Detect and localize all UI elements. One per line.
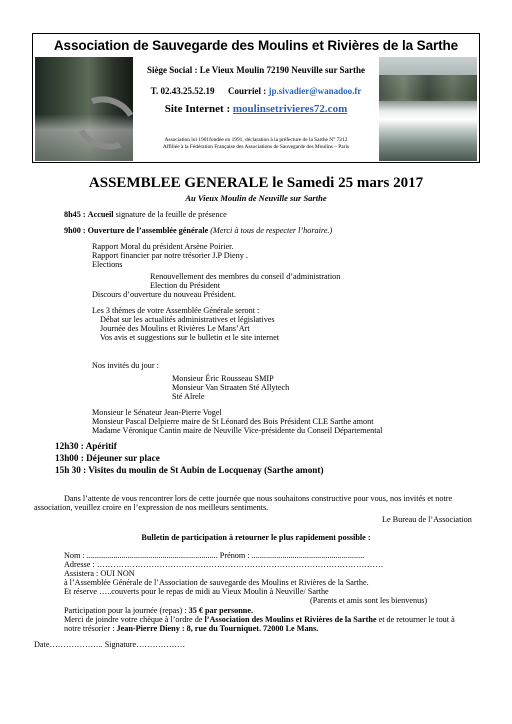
tresorier-line: notre trésorier : Jean-Pierre Dieny : 8, rue du Tourniquet. 72000 Le Mans. — [64, 624, 319, 633]
association-title: Association de Sauvegarde des Moulins et Rivières de la Sarthe — [33, 34, 479, 58]
website-line — [135, 103, 377, 115]
schedule-visite: 15h 30 : Visites du moulin de St Aubin de Locquenay (Sarthe amont) — [55, 465, 324, 475]
theme-1: Débat sur les actualités administratives et législatives — [100, 315, 275, 324]
invite-1: Monsieur Éric Rousseau SMIP — [172, 374, 274, 383]
main-title: ASSEMBLEE GENERALE le Samedi 25 mars 2017 — [88, 175, 424, 191]
invite-2: Monsieur Van Straaten Sté Allytech — [172, 383, 290, 392]
election-president: Election du Président — [150, 281, 221, 290]
date-signature-field[interactable]: Date……………….. Signature……………… — [34, 640, 186, 649]
schedule-ouverture: 9h00 : Ouverture de l’assemblée générale (Merci à tous de respecter l’horaire.) — [64, 226, 333, 235]
invite-3: Sté Alrele — [172, 392, 205, 401]
participation-line: Participation pour la journée (repas) : 35 € par personne. — [64, 606, 254, 615]
rapport-financier: Rapport financier par notre trésorier J.P Dieny . — [92, 251, 248, 260]
renouvellement: Renouvellement des membres du conseil d’administration — [150, 272, 341, 281]
legal-line-1: Association loi 1901fondée en 1991, déclaration à la préfecture de la Sarthe N° 7212 — [164, 137, 348, 143]
themes-heading: Les 3 thèmes de votre Assemblée Générale seront : — [92, 306, 260, 315]
weir-river-photo — [379, 57, 477, 161]
website-label: Site Internet : — [164, 103, 231, 115]
discours: Discours d’ouverture du nouveau Président. — [92, 290, 236, 299]
subtitle: Au Vieux Moulin de Neuville sur Sarthe — [185, 193, 327, 203]
parents-note: (Parents et amis sont les bienvenus) — [310, 596, 428, 605]
email-link[interactable]: jp.sivadier@wanadoo.fr — [268, 86, 362, 96]
elections: Elections — [92, 260, 123, 269]
schedule-accueil: 8h45 : Accueil signature de la feuille de présence — [64, 210, 227, 219]
bulletin-heading: Bulletin de participation à retourner le plus rapidement possible : — [141, 533, 371, 542]
closing-para-line-2: association, veuillez croire en l’expression de nos meilleurs sentiments. — [34, 503, 269, 512]
letterhead-box — [32, 33, 480, 163]
email-label: Courriel : — [227, 86, 267, 96]
cheque-line: Merci de joindre votre chèque à l’ordre de l’Association des Moulins et Rivières de la Sarthe et de retourner le tout à — [64, 615, 455, 624]
website-link[interactable]: moulinsetrivieres72.com — [232, 103, 348, 115]
invite-delpierre: Monsieur Pascal Delpierre maire de St Léonard des Bois Président CLE Sarthe amont — [92, 417, 374, 426]
theme-3: Vos avis et suggestions sur le bulletin et le site internet — [100, 333, 280, 342]
invite-cantin: Madame Véronique Cantin maire de Neuville Vice-présidente du Conseil Départemental — [92, 426, 383, 435]
closing-para-line-1: Dans l’attente de vous rencontrer lors de cette journée que nous souhaitons constructive pour vous, nos invités et notre — [64, 494, 453, 503]
legal-line-2: Affiliée à la Fédération Française des Associations de Sauvegarde des Moulins – Paris — [162, 144, 350, 150]
field-nom-prenom[interactable]: Nom : ................................................................ Prénom : ....................................................... — [64, 551, 365, 560]
schedule-aperitif: 12h30 : Apéritif — [55, 441, 117, 451]
mill-wheel-photo — [35, 57, 133, 161]
schedule-dejeuner: 13h00 : Déjeuner sur place — [55, 453, 160, 463]
field-assistera[interactable]: Assistera : OUI NON — [64, 569, 135, 578]
rapport-moral: Rapport Moral du président Arsène Poirier. — [92, 242, 234, 251]
siege-social: Siège Social : Le Vieux Moulin 72190 Neuville sur Sarthe — [146, 65, 366, 75]
invite-senateur: Monsieur le Sénateur Jean-Pierre Vogel — [92, 408, 222, 417]
ag-line: à l’Assemblée Générale de l’Association de sauvegarde des Moulins et Rivières de la Sarthe. — [64, 578, 369, 587]
invites-heading: Nos invités du jour : — [92, 361, 159, 370]
theme-2: Journée des Moulins et Rivières Le Mans’Art — [100, 324, 250, 333]
contact-line — [135, 86, 377, 96]
phone: T. 02.43.25.52.19 — [150, 86, 215, 96]
signature-bureau: Le Bureau de l’Association — [382, 515, 472, 524]
field-couverts[interactable]: Et réserve …..couverts pour le repas de midi au Vieux Moulin à Neuville/ Sarthe — [64, 587, 329, 596]
field-adresse[interactable]: Adresse : …………………………………………………………………………………………… — [64, 560, 384, 569]
